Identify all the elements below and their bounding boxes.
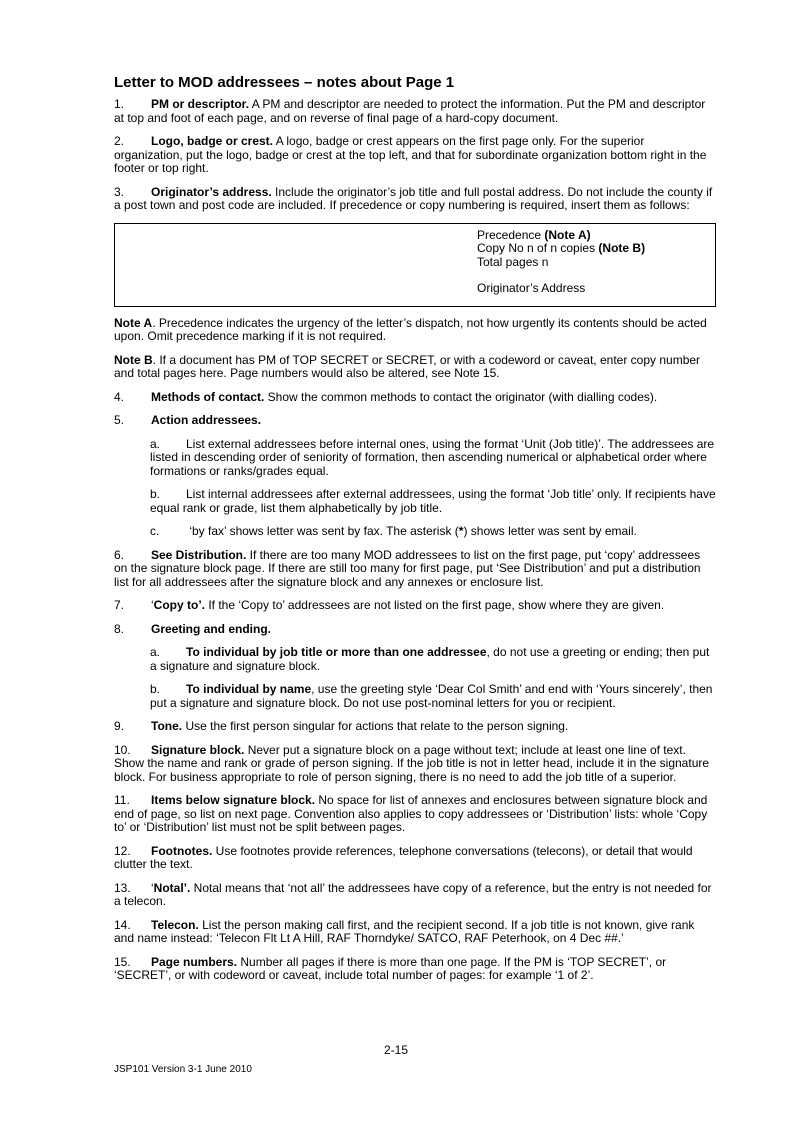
total-pages-line: Total pages n — [477, 254, 549, 269]
note-7: 7. ‘Copy to’. If the ‘Copy to’ addressees are not listed on the first page, show where they are given. — [114, 598, 665, 612]
note-a: Note A. Precedence indicates the urgency of the letter’s dispatch, not how urgently its contents should be acted upon. Omit precedence marking if it is not required. — [114, 315, 707, 343]
note-9: 9. Tone. Use the first person singular for actions that relate to the person signing. — [114, 719, 569, 733]
note-4: 4. Methods of contact. Show the common methods to contact the originator (with dialling codes). — [114, 389, 658, 404]
note-11: 11. Items below signature block. No space for list of annexes and enclosures between signature block and end of page, so list on next page. Convention also applies to copy addressees or ‘Distribution’ lists: whole ‘Copy to’ or ‘Distribution’ list must not be split between pages. — [114, 793, 708, 834]
note-8b: b. To individual by name, use the greeting style ‘Dear Col Smith’ and end with ‘Yours sincerely’, then put a signature and signature block. Do not use post-nominal letters for you or recipient. — [150, 682, 713, 710]
note-6: 6. See Distribution. If there are too many MOD addressees to list on the first page, put ‘copy’ addressees on the signature block page. If there are still too many for first page, put ‘See Distribution’ and put a distribution list for all addressees after the signature block and any annexes or enclosure list. — [114, 547, 701, 589]
note-5a: a. List external addressees before internal ones, using the format ‘Unit (Job title)’. The addressees are listed in descending order of seniority of formation, then ascending numerical or alphabetical order where formations or ranks/grades equal. — [150, 436, 715, 478]
page-number: 2-15 — [383, 1043, 409, 1057]
note-15: 15. Page numbers. Number all pages if there is more than one page. If the PM is ‘TOP SECRET’, or ‘SECRET’, or with codeword or caveat, include total number of pages: for example ‘1 of 2’. — [114, 954, 667, 982]
originator-address-box — [114, 223, 716, 307]
note-1: 1. PM or descriptor. A PM and descriptor are needed to protect the information. Put the PM and descriptor at top and foot of each page, and on reverse of final page of a hard-copy document. — [114, 97, 706, 125]
note-5b: b. List internal addressees after external addressees, using the format ‘Job title’ only. If recipients have equal rank or grade, list them alphabetically by job title. — [150, 487, 716, 515]
document-page — [114, 74, 716, 993]
document-footer: JSP101 Version 3-1 June 2010 — [114, 1064, 252, 1075]
note-5c: c. ‘by fax’ shows letter was sent by fax. The asterisk (*) shows letter was sent by email. — [150, 524, 637, 538]
originator-address-line: Originator’s Address — [477, 281, 586, 295]
note-3: 3. Originator’s address. Include the originator’s job title and full postal address. Do not include the county if a post town and post code are included. If precedence or copy numbering is required, insert them as follows: — [114, 184, 713, 212]
note-12: 12. Footnotes. Use footnotes provide references, telephone conversations (telecons), or detail that would clutter the text. — [114, 843, 693, 871]
note-14: 14. Telecon. List the person making call first, and the recipient second. If a job title is not known, give rank and name instead: ‘Telecon Flt Lt A Hill, RAF Thorndyke/ SATCO, RAF Peterhook, on 4 Dec ##.’ — [114, 917, 695, 945]
copy-number-line: Copy No n of n copies (Note B) — [477, 241, 646, 255]
note-b: Note B. If a document has PM of TOP SECRET or SECRET, or with a codeword or caveat, enter copy number and total pages here. Page numbers would also be altered, see Note 15. — [114, 352, 701, 380]
note-10: 10. Signature block. Never put a signature block on a page without text; include at least one line of text. Show the name and rank or grade of person signing. If the job title is not in letter head, include it in the signature block. For business appropriate to role of person signing, there is no need to add the job title of a superior. — [114, 742, 710, 784]
note-8a: a. To individual by job title or more than one addressee, do not use a greeting or ending; then put a signature and signature block. — [150, 645, 710, 673]
note-2: 2. Logo, badge or crest. A logo, badge or crest appears on the first page only. For the superior organization, put the logo, badge or crest at the top left, and that for subordinate organization bottom right in the footer or top right. — [114, 134, 707, 175]
precedence-line: Precedence (Note A) — [477, 227, 591, 242]
note-8: 8. Greeting and ending. — [114, 621, 272, 636]
page-title: Letter to MOD addressees – notes about Page 1 — [114, 74, 455, 91]
note-13: 13. ‘Notal’. Notal means that ‘not all’ the addressees have copy of a reference, but the entry is not needed for a telecon. — [114, 880, 712, 908]
note-5: 5. Action addressees. — [114, 413, 262, 427]
